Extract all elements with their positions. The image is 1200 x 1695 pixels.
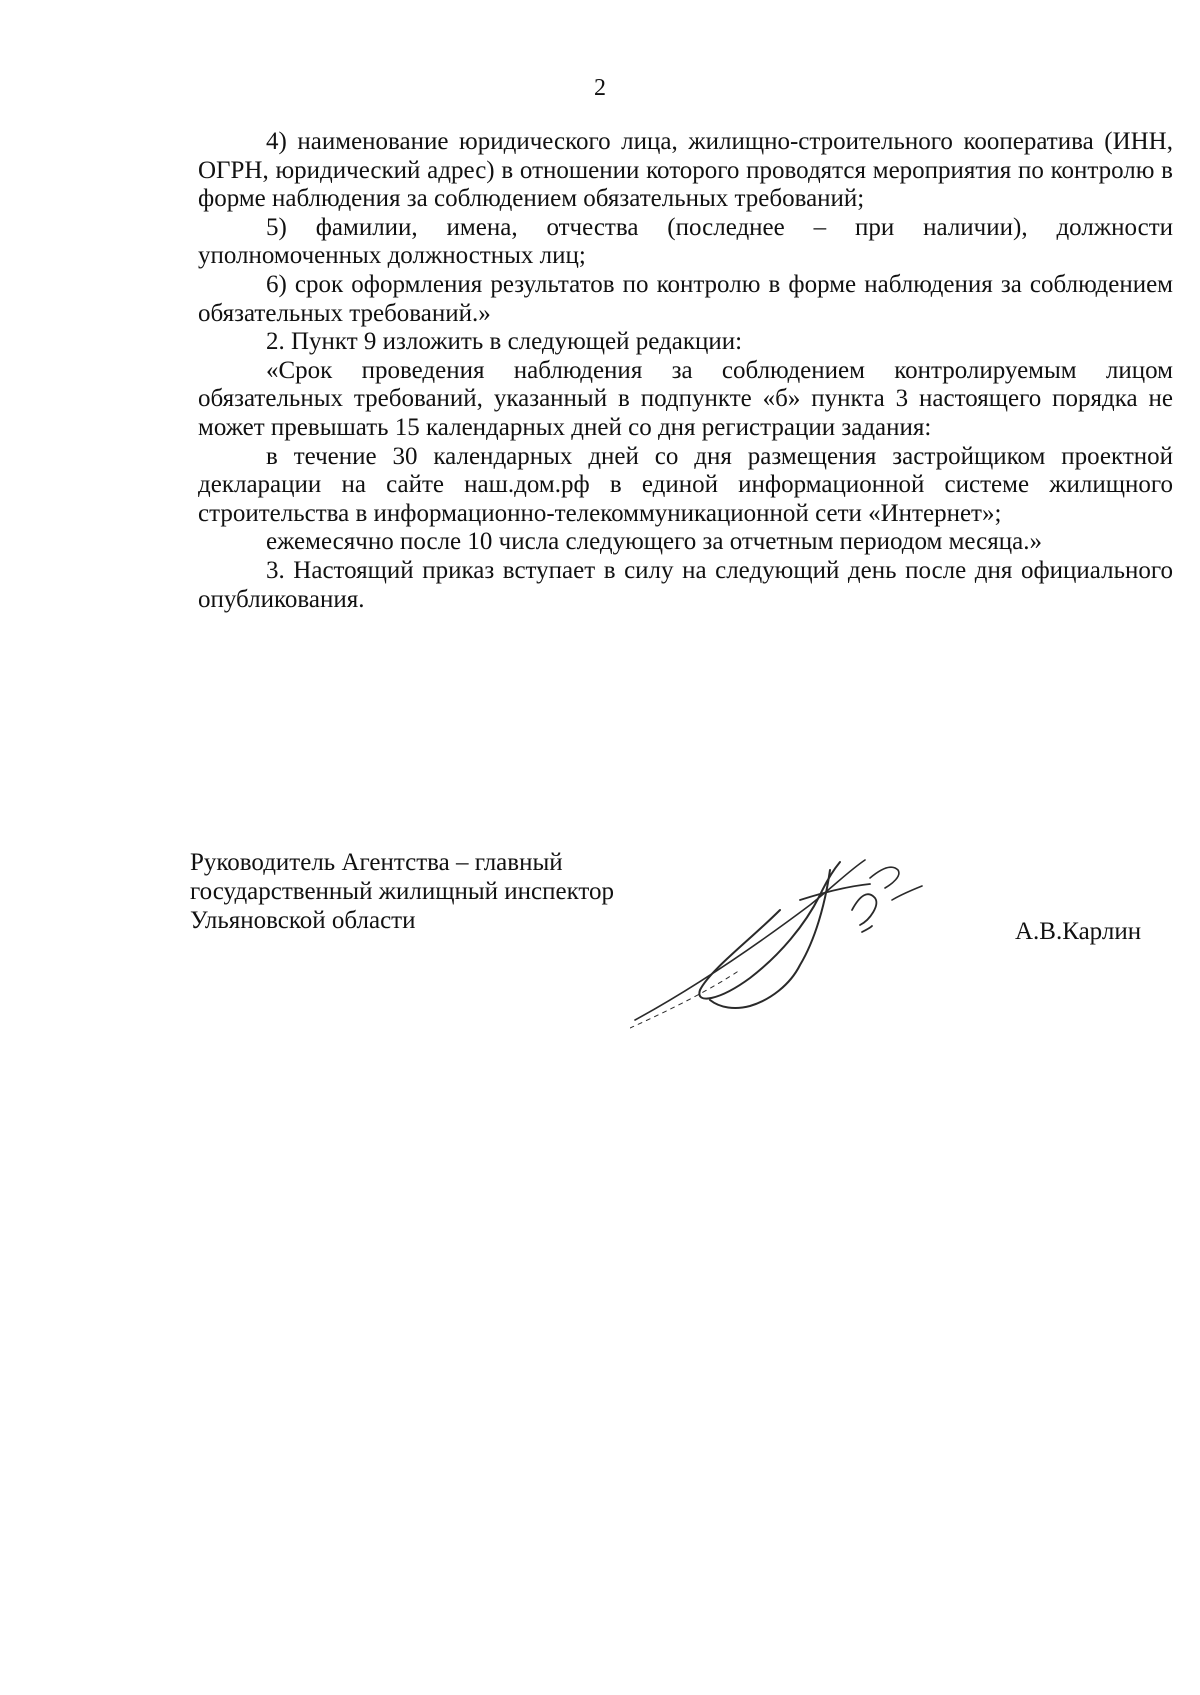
paragraph-monthly: ежемесячно после 10 числа следующего за отчетным периодом месяца.» — [266, 528, 1042, 556]
document-body — [198, 128, 1173, 614]
signature-stroke-faint — [630, 970, 740, 1028]
signature-stroke-tail — [892, 886, 922, 900]
page-number: 2 — [594, 75, 606, 101]
signer-position — [190, 848, 614, 935]
handwritten-signature — [630, 850, 1010, 1030]
signer-position-line: государственный жилищный инспектор — [190, 878, 615, 905]
signature-stroke-down — [710, 870, 830, 1008]
signer-name: А.В.Карлин — [1015, 918, 1142, 945]
signer-position-line: Ульяновской области — [190, 907, 416, 934]
paragraph-item-5: 5) фамилии, имена, отчества (последнее – при наличии), должности уполномоченных должностных лиц; — [198, 213, 1173, 270]
paragraph-point-2: 2. Пункт 9 изложить в следующей редакции: — [266, 328, 743, 356]
signature-stroke-loop — [699, 862, 840, 999]
paragraph-quote-start: «Срок проведения наблюдения за соблюдением контролируемым лицом обязательных требований, указанный в подпункте «б» пункта 3 настоящего порядка не может превышать 15 календарных дней со дня регистрации задания: — [198, 356, 1173, 441]
signer-position-line: Руководитель Агентства – главный — [190, 849, 563, 876]
signature-stroke-long — [635, 860, 865, 1020]
signature-stroke-cross — [800, 884, 870, 900]
paragraph-point-3: 3. Настоящий приказ вступает в силу на следующий день после дня официального опубликования. — [198, 556, 1173, 613]
paragraph-within-30-days: в течение 30 календарных дней со дня размещения застройщиком проектной декларации на сайте наш.дом.рф в единой информационной системе жилищного строительства в информационно-телекоммуникационной сети «Интернет»; — [198, 442, 1173, 527]
paragraph-item-6: 6) срок оформления результатов по контролю в форме наблюдения за соблюдением обязательных требований.» — [198, 270, 1173, 327]
signature-stroke-r — [852, 894, 876, 932]
paragraph-item-4: 4) наименование юридического лица, жилищно-строительного кооператива (ИНН, ОГРН, юридический адрес) в отношении которого проводятся мероприятия по контролю в форме наблюдения за соблюдением обязательных требований; — [198, 128, 1173, 213]
signature-stroke-flourish — [870, 867, 899, 888]
